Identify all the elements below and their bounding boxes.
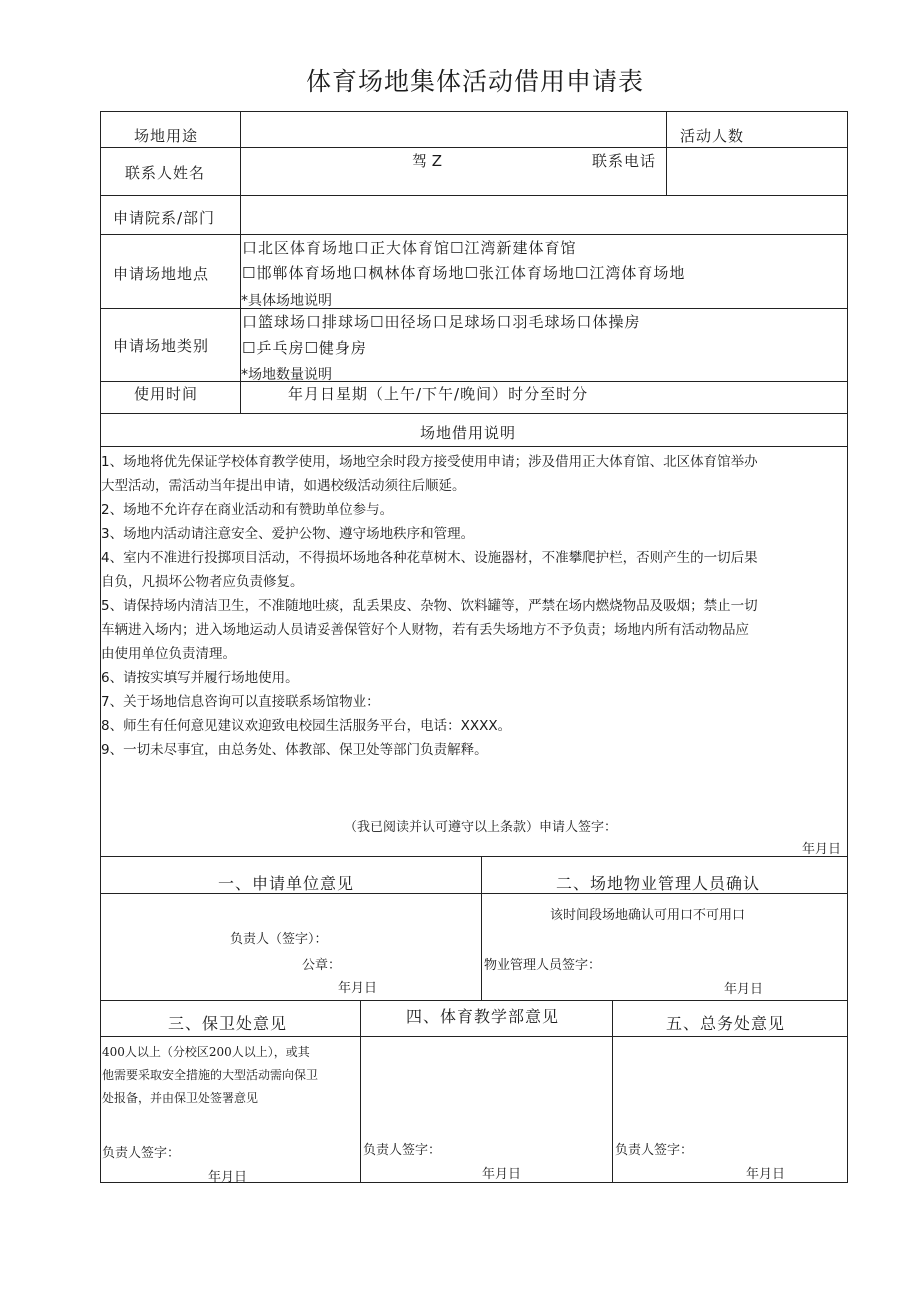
acknowledge-date: 年月日 xyxy=(802,842,842,857)
section4-heading: 四、体育教学部意见 xyxy=(406,1007,560,1026)
section3-heading: 三、保卫处意见 xyxy=(168,1014,288,1033)
section2-heading: 二、场地物业管理人员确认 xyxy=(556,874,761,893)
rules-heading: 场地借用说明 xyxy=(420,424,517,442)
venue-options-line1[interactable]: 口北区体育场地口正大体育馆☐江湾新建体育馆 xyxy=(242,239,577,257)
time-value[interactable]: 年月日星期（上午/下午/晚间）时分至时分 xyxy=(288,385,589,403)
category-count-note: *场地数量说明 xyxy=(241,367,332,383)
section1-heading: 一、申请单位意见 xyxy=(218,874,355,893)
section2-date: 年月日 xyxy=(724,982,764,997)
department-field[interactable] xyxy=(242,197,846,233)
section3-signature[interactable]: 负责人签字： xyxy=(102,1146,181,1161)
section2-signature[interactable]: 物业管理人员签字： xyxy=(484,958,602,973)
rules-item: 车辆进入场内；进入场地运动人员请妥善保管好个人财物，若有丢失场地方不予负责；场地内所有活动物品应 xyxy=(101,622,749,638)
rules-item: 自负，凡损坏公物者应负责修复。 xyxy=(101,574,304,590)
section5-heading: 五、总务处意见 xyxy=(666,1014,786,1033)
section1-date: 年月日 xyxy=(338,981,378,996)
section3-note-line: 他需要采取安全措施的大型活动需向保卫 xyxy=(102,1068,319,1082)
purpose-field[interactable] xyxy=(242,113,664,146)
rules-item: 7、关于场地信息咨询可以直接联系场馆物业： xyxy=(101,694,380,710)
rules-list xyxy=(101,450,849,762)
stray-text: 驾 Z xyxy=(412,152,443,170)
venue-label: 申请场地地点 xyxy=(113,265,210,283)
venue-detail-note: *具体场地说明 xyxy=(241,293,332,309)
rules-item: 大型活动，需活动当年提出申请，如遇校级活动须往后顺延。 xyxy=(101,478,466,494)
section4-signature[interactable]: 负责人签字： xyxy=(363,1143,442,1158)
venue-options-line2[interactable]: ☐邯郸体育场地口枫林体育场地☐张江体育场地☐江湾体育场地 xyxy=(242,264,686,282)
category-label: 申请场地类别 xyxy=(113,337,210,355)
rules-item: 由使用单位负责清理。 xyxy=(101,646,236,662)
contact-phone-label: 联系电话 xyxy=(592,152,657,170)
category-options-line1[interactable]: 口篮球场口排球场☐田径场口足球场口羽毛球场口体操房 xyxy=(242,313,641,331)
participants-field[interactable] xyxy=(668,150,846,194)
participants-label: 活动人数 xyxy=(680,127,745,145)
rules-item: 1、场地将优先保证学校体育教学使用，场地空余时段方接受使用申请；涉及借用正大体育馆、北区体育馆举办 xyxy=(101,454,758,470)
section3-date: 年月日 xyxy=(208,1170,248,1185)
time-label: 使用时间 xyxy=(134,385,199,403)
section1-responsible[interactable]: 负责人（签字）： xyxy=(230,932,328,947)
section2-confirm-options[interactable]: 该时间段场地确认可用口不可用口 xyxy=(550,908,746,923)
section3-note-line: 400人以上（分校区200人以上），或其 xyxy=(102,1045,310,1059)
section3-note-line: 处报备，并由保卫处签署意见 xyxy=(102,1091,259,1105)
category-options-line2[interactable]: ☐乒乓房☐健身房 xyxy=(242,339,367,357)
form-title: 体育场地集体活动借用申请表 xyxy=(305,67,644,96)
section5-date: 年月日 xyxy=(746,1167,786,1182)
rules-item: 4、室内不准进行投掷项目活动，不得损坏场地各种花草树木、设施器材，不准攀爬护栏，否则产生的一切后果 xyxy=(101,550,758,566)
acknowledge-signature[interactable]: （我已阅读并认可遵守以上条款）申请人签字： xyxy=(344,820,618,835)
section5-signature[interactable]: 负责人签字： xyxy=(615,1143,694,1158)
rules-item: 2、场地不允许存在商业活动和有赞助单位参与。 xyxy=(101,502,394,518)
contact-name-label: 联系人姓名 xyxy=(125,164,206,182)
rules-item: 6、请按实填写并履行场地使用。 xyxy=(101,670,299,686)
section4-date: 年月日 xyxy=(482,1167,522,1182)
rules-item: 3、场地内活动请注意安全、爱护公物、遵守场地秩序和管理。 xyxy=(101,526,475,542)
rules-item: 5、请保持场内清洁卫生，不准随地吐痰，乱丢果皮、杂物、饮料罐等，严禁在场内燃烧物品及吸烟；禁止一切 xyxy=(101,598,758,614)
section1-seal[interactable]: 公章： xyxy=(302,958,342,973)
rules-item: 8、师生有任何意见建议欢迎致电校园生活服务平台，电话：XXXX。 xyxy=(101,718,512,734)
department-label: 申请院系/部门 xyxy=(113,209,216,227)
purpose-label: 场地用途 xyxy=(134,127,199,145)
rules-item: 9、一切未尽事宜，由总务处、体教部、保卫处等部门负责解释。 xyxy=(101,742,488,758)
section3-note xyxy=(102,1041,360,1110)
